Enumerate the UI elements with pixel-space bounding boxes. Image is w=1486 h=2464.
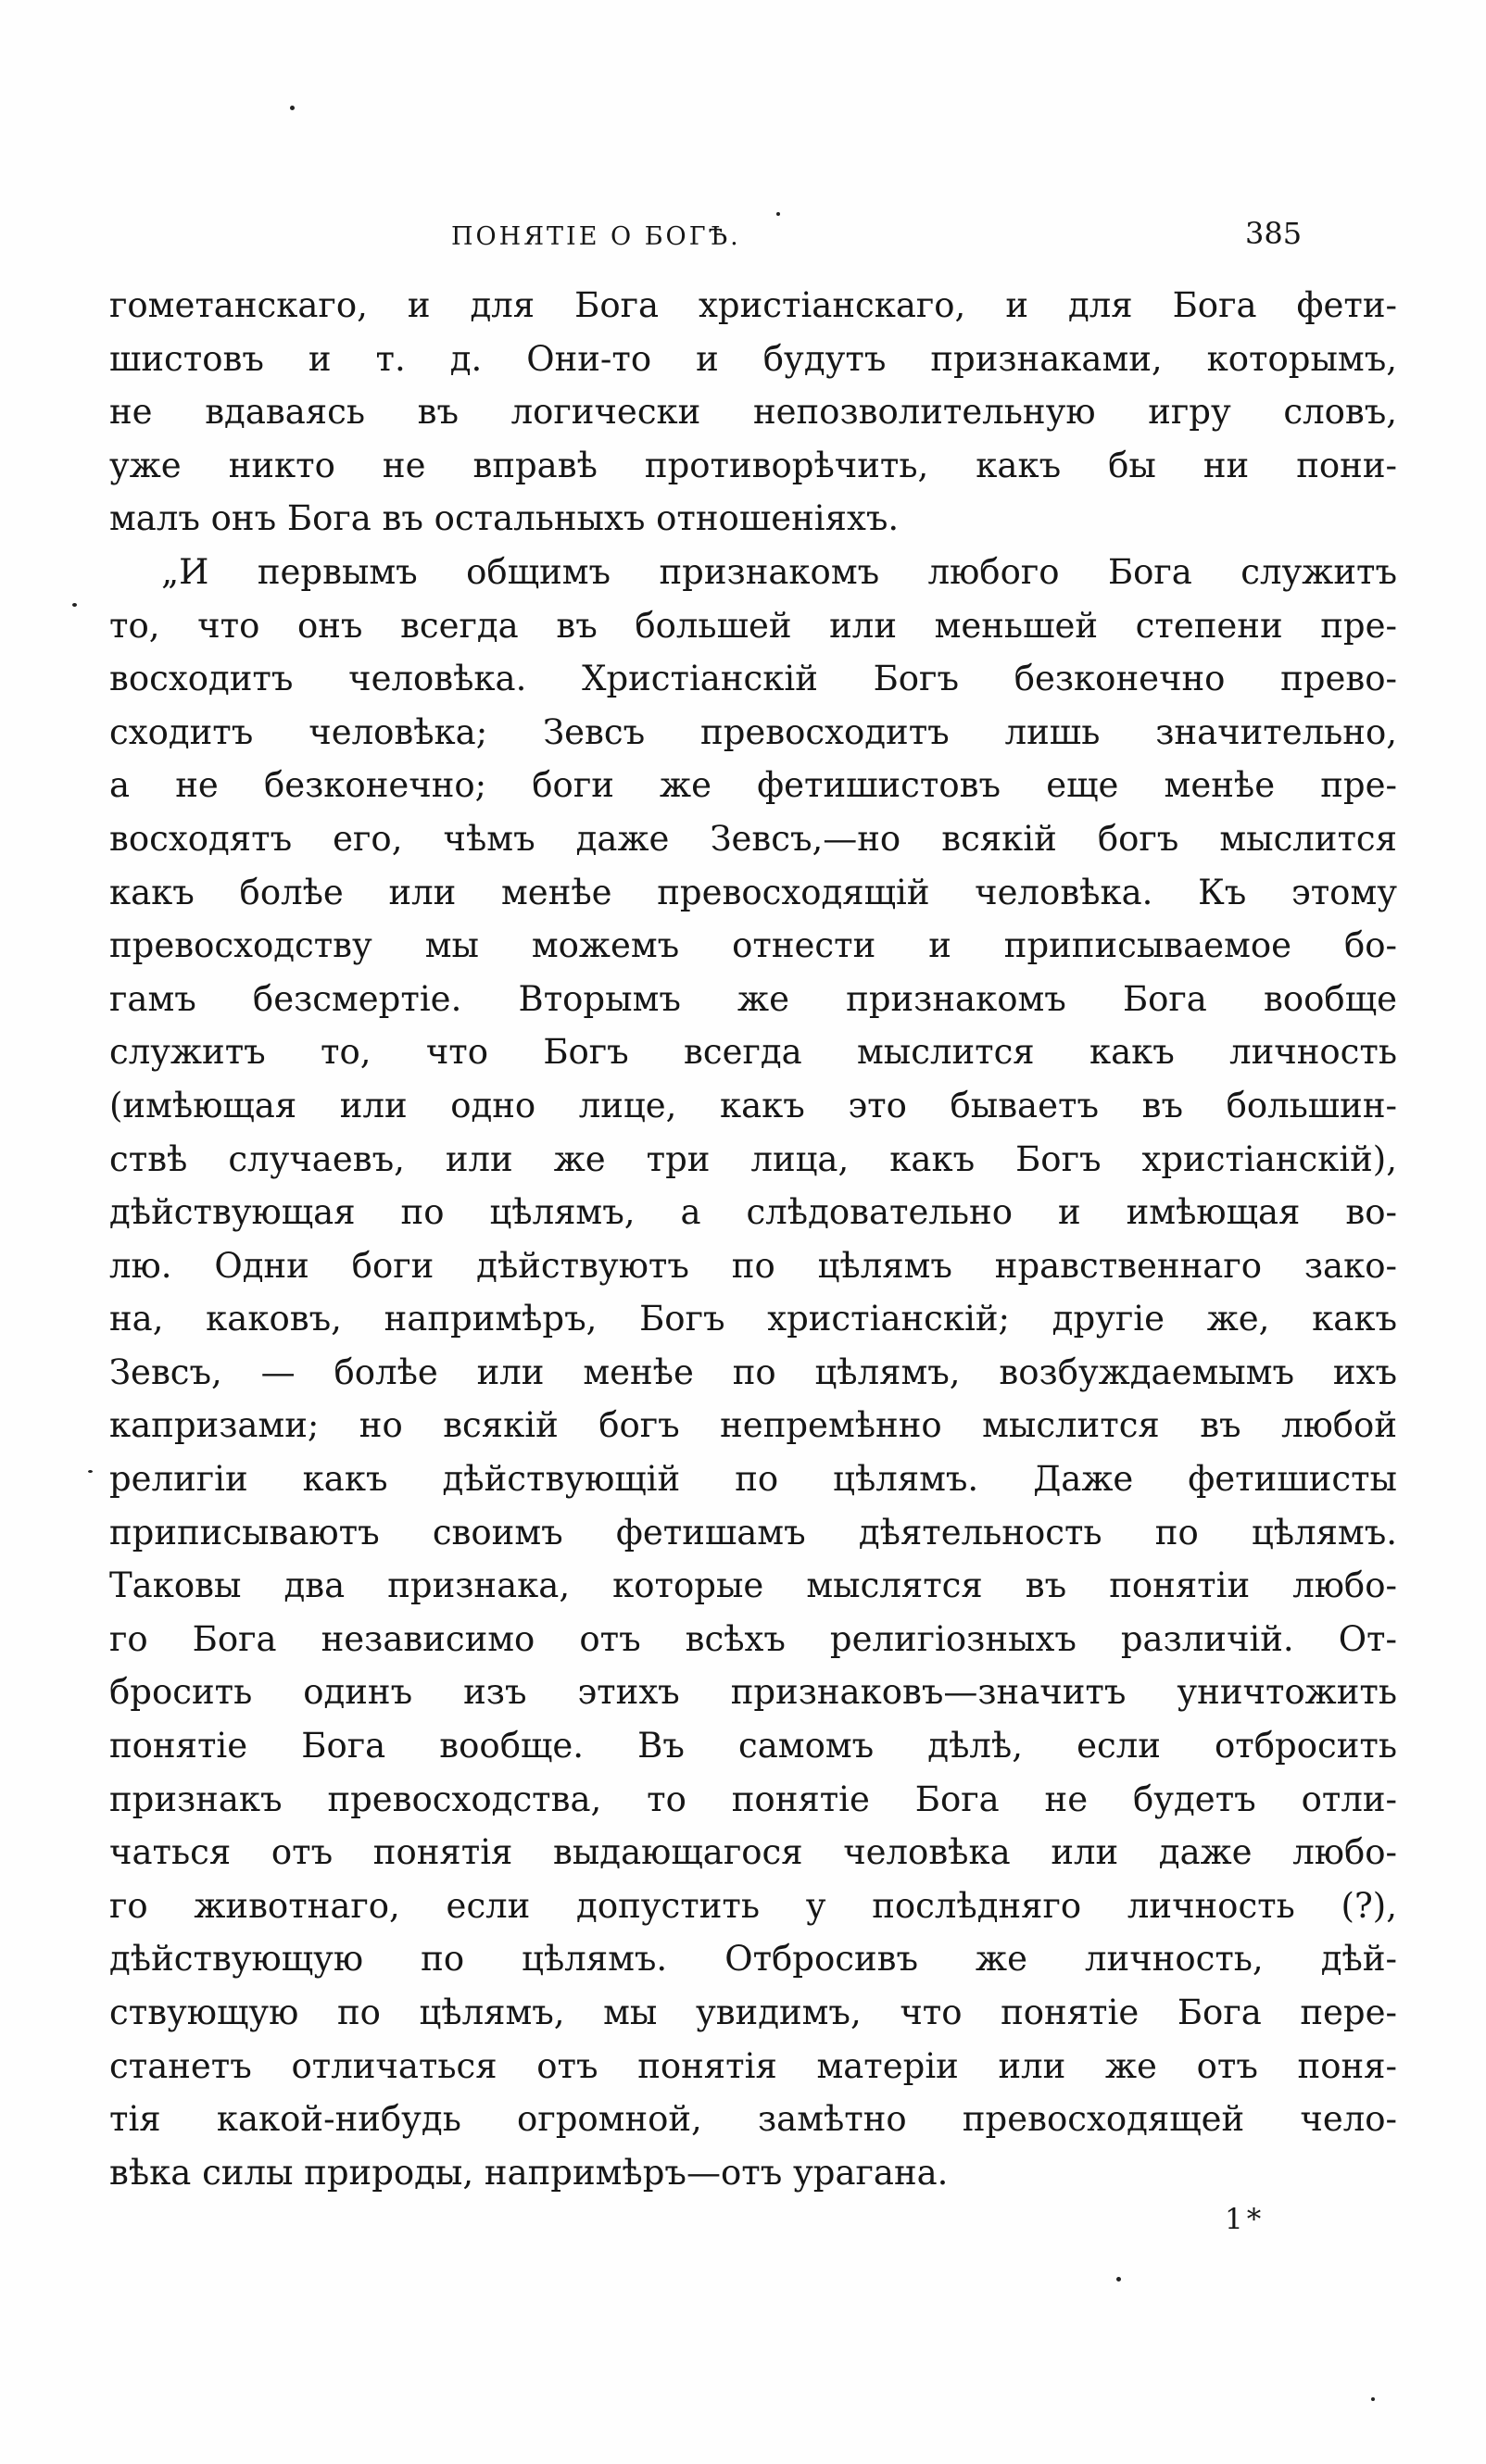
text-line: чаться отъ понятія выдающагося человѣка или даже любо-: [109, 1832, 1397, 1873]
text-line: а не безконечно; боги же фетишистовъ еще менѣе пре-: [109, 765, 1397, 806]
text-line: тія какой-нибудь огромной, замѣтно превосходящей чело-: [109, 2099, 1397, 2140]
text-line: вѣка силы природы, напримѣръ—отъ урагана.: [109, 2152, 949, 2193]
text-line: гометанскаго, и для Бога христіанскаго, и для Бога фети-: [109, 285, 1397, 325]
text-line: какъ болѣе или менѣе превосходящій человѣка. Къ этому: [109, 872, 1397, 912]
signature-mark: 1*: [1225, 2203, 1266, 2236]
text-line: гамъ безсмертіе. Вторымъ же признакомъ Бога вообще: [109, 978, 1397, 1019]
text-line: уже никто не вправѣ противорѣчить, какъ бы ни пони-: [109, 445, 1397, 485]
text-line: сходитъ человѣка; Зевсъ превосходитъ лишь значительно,: [109, 711, 1397, 752]
text-line: го Бога независимо отъ всѣхъ религіозныхъ различій. От-: [109, 1618, 1397, 1659]
text-line: станетъ отличаться отъ понятія матеріи или же отъ поня-: [109, 2045, 1397, 2086]
text-line: признакъ превосходства, то понятіе Бога не будетъ отли-: [109, 1779, 1397, 1819]
text-line: служитъ то, что Богъ всегда мыслится какъ личность: [109, 1032, 1397, 1073]
text-line: не вдаваясь въ логически непозволительную игру словъ,: [109, 392, 1397, 433]
text-line: малъ онъ Бога въ остальныхъ отношеніяхъ.: [109, 498, 900, 539]
scan-speck: [290, 106, 295, 110]
text-line: (имѣющая или одно лице, какъ это бываетъ въ большин-: [109, 1085, 1397, 1125]
text-line: капризами; но всякій богъ непремѣнно мыслится въ любой: [109, 1405, 1397, 1446]
scan-speck: [72, 603, 77, 607]
text-line: „И первымъ общимъ признакомъ любого Бога служитъ: [161, 551, 1397, 592]
page-number: 385: [1245, 216, 1303, 251]
text-line: ствующую по цѣлямъ, мы увидимъ, что понятіе Бога пере-: [109, 1993, 1397, 2032]
text-line: приписываютъ своимъ фетишамъ дѣятельность по цѣлямъ.: [109, 1512, 1397, 1553]
text-line: понятіе Бога вообще. Въ самомъ дѣлѣ, если отбросить: [109, 1726, 1397, 1766]
text-line: восходятъ его, чѣмъ даже Зевсъ,—но всякій богъ мыслится: [109, 818, 1397, 859]
text-line: Таковы два признака, которые мыслятся въ понятіи любо-: [109, 1565, 1397, 1606]
text-line: шистовъ и т. д. Они-то и будутъ признаками, которымъ,: [109, 338, 1397, 379]
text-line: лю. Одни боги дѣйствуютъ по цѣлямъ нравственнаго зако-: [109, 1245, 1397, 1286]
text-line: ствѣ случаевъ, или же три лица, какъ Богъ христіанскій),: [109, 1138, 1397, 1179]
scan-speck: [1116, 2277, 1121, 2282]
text-line: религіи какъ дѣйствующій по цѣлямъ. Даже фетишисты: [109, 1459, 1397, 1500]
text-line: Зевсъ, — болѣе или менѣе по цѣлямъ, возбуждаемымъ ихъ: [109, 1351, 1397, 1392]
text-line: бросить одинъ изъ этихъ признаковъ—значитъ уничтожить: [109, 1672, 1397, 1713]
scan-speck: [776, 212, 780, 216]
body-text: [109, 279, 1397, 2199]
running-title: ПОНЯТІЕ О БОГѢ.: [451, 222, 741, 251]
text-line: на, каковъ, напримѣръ, Богъ христіанскій; другіе же, какъ: [109, 1299, 1397, 1339]
scan-speck: [1371, 2397, 1375, 2401]
text-line: дѣйствующая по цѣлямъ, а слѣдовательно и имѣющая во-: [109, 1192, 1397, 1233]
text-line: го животнаго, если допустить у послѣдняго личность (?),: [109, 1885, 1397, 1926]
text-line: восходитъ человѣка. Христіанскій Богъ безконечно прево-: [109, 659, 1397, 699]
scan-speck: [88, 1470, 93, 1473]
text-line: превосходству мы можемъ отнести и приписываемое бо-: [109, 925, 1397, 966]
text-line: дѣйствующую по цѣлямъ. Отбросивъ же личность, дѣй-: [109, 1939, 1397, 1980]
text-line: то, что онъ всегда въ большей или меньшей степени пре-: [109, 605, 1397, 646]
